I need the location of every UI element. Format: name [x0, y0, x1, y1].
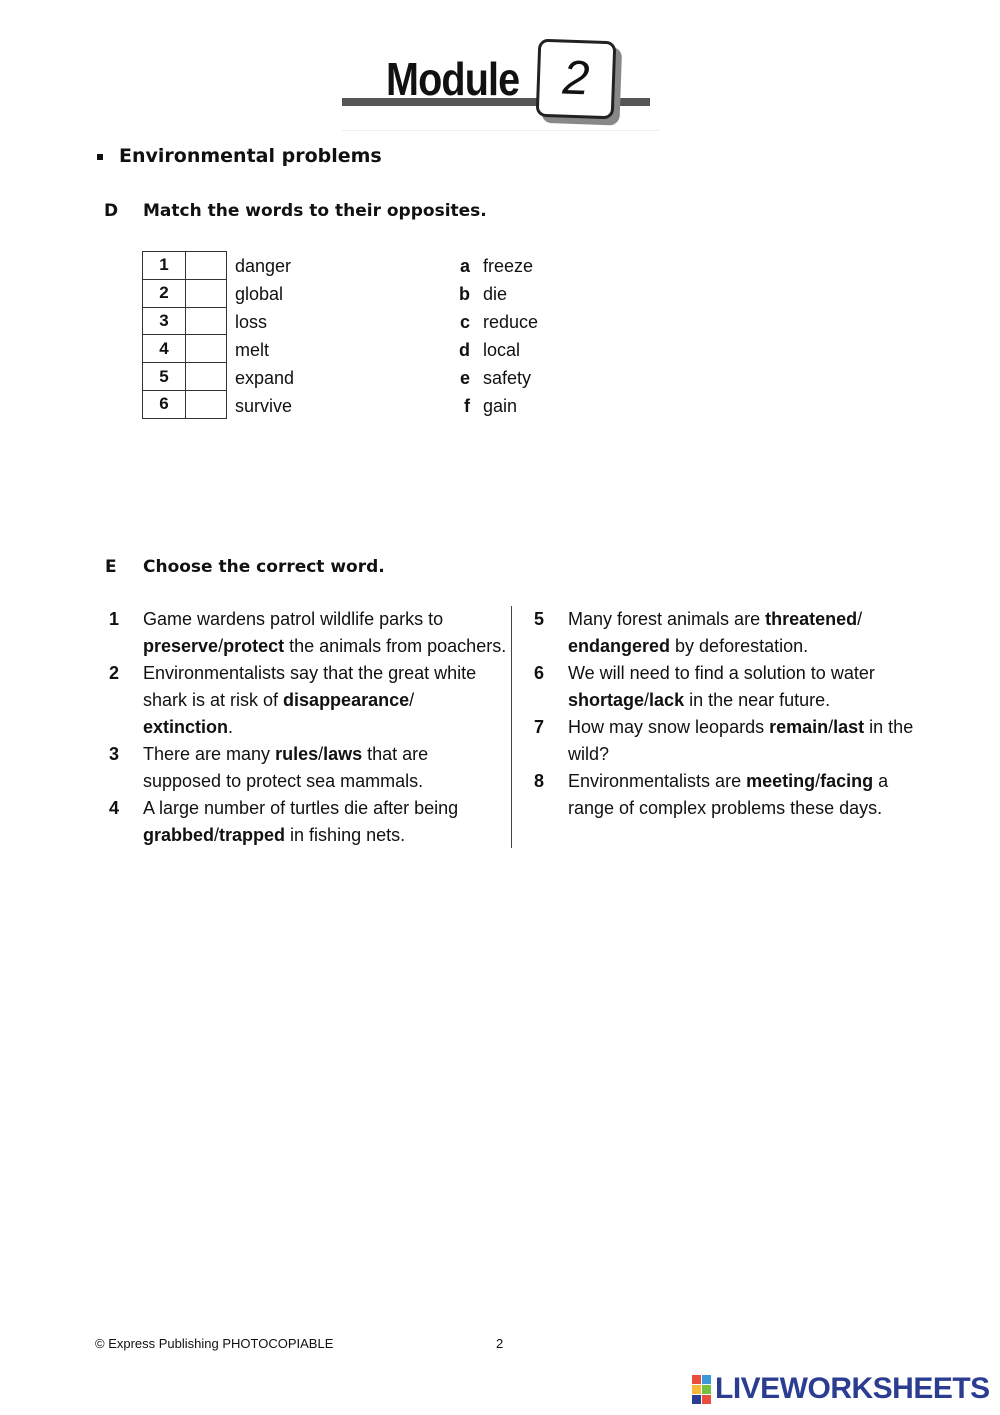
question-text: by deforestation.	[670, 636, 809, 656]
question-number: 6	[534, 663, 545, 683]
answer-box[interactable]	[186, 363, 227, 391]
opposite-item: gain	[483, 396, 518, 416]
opposite-item: freeze	[483, 256, 534, 276]
question-number: 8	[534, 771, 545, 791]
opposite-item: local	[483, 340, 521, 360]
question-number: 2	[109, 663, 120, 683]
question-item	[534, 714, 914, 768]
match-table	[142, 251, 227, 419]
match-row	[143, 335, 227, 363]
opposite-letter: b	[459, 284, 470, 304]
section-title: Environmental problems	[119, 145, 382, 167]
match-number: 6	[143, 390, 186, 418]
option-separator: /	[644, 690, 650, 710]
logo-text: LIVEWORKSHEETS	[715, 1372, 990, 1405]
header-underline	[342, 130, 660, 131]
option-1[interactable]: shortage	[568, 690, 645, 710]
module-number-box	[536, 39, 617, 120]
question-text: A large number of turtles die after being	[143, 798, 459, 818]
question-item	[109, 741, 509, 795]
word-item: melt	[235, 340, 270, 360]
opposite-item: reduce	[483, 312, 539, 332]
option-2[interactable]: protect	[223, 636, 285, 656]
copyright-notice: © Express Publishing PHOTOCOPIABLE	[95, 1336, 334, 1351]
question-text: Environmentalists say that the great white shark is at risk of	[143, 663, 477, 710]
column-divider	[511, 606, 512, 848]
question-number: 4	[109, 798, 120, 818]
option-separator: /	[828, 717, 834, 737]
question-text: in the near future.	[684, 690, 831, 710]
option-1[interactable]: disappearance	[283, 690, 410, 710]
word-list	[235, 252, 294, 420]
opposite-letter: f	[464, 396, 470, 416]
option-1[interactable]: rules	[275, 744, 319, 764]
option-separator: /	[214, 825, 220, 845]
match-row	[143, 252, 227, 280]
exercise-d-instruction: Match the words to their opposites.	[143, 201, 487, 221]
word-item: survive	[235, 396, 293, 416]
word-item: loss	[235, 312, 268, 332]
exercise-d-letter: D	[104, 201, 119, 221]
opposite-letter: e	[459, 368, 470, 388]
question-text: that are supposed to protect sea mammals.	[143, 744, 429, 791]
question-text: in fishing nets.	[285, 825, 406, 845]
opposite-letter: d	[459, 340, 470, 360]
section-bullet	[97, 154, 103, 160]
exercise-e-instruction: Choose the correct word.	[143, 557, 385, 577]
exercise-e-letter: E	[105, 557, 117, 577]
match-number: 2	[143, 279, 186, 307]
answer-box[interactable]	[186, 307, 227, 335]
question-item	[109, 660, 509, 741]
question-number: 1	[109, 609, 120, 629]
option-separator: /	[815, 771, 821, 791]
question-item	[534, 606, 914, 660]
question-number: 3	[109, 744, 120, 764]
question-text: Environmentalists are	[568, 771, 747, 791]
answer-box[interactable]	[186, 335, 227, 363]
question-text: Many forest animals are	[568, 609, 766, 629]
option-1[interactable]: preserve	[143, 636, 219, 656]
option-2[interactable]: facing	[820, 771, 874, 791]
opposite-item: die	[483, 284, 508, 304]
option-separator: /	[409, 690, 415, 710]
option-separator: /	[218, 636, 224, 656]
question-text: There are many	[143, 744, 276, 764]
match-number: 1	[143, 252, 186, 280]
match-number: 4	[143, 335, 186, 363]
opposite-item: safety	[483, 368, 532, 388]
question-text: a range of complex problems these days.	[568, 771, 889, 818]
match-row	[143, 279, 227, 307]
exercise-e-left-column	[109, 606, 509, 849]
match-row	[143, 390, 227, 418]
question-item	[534, 660, 914, 714]
answer-box[interactable]	[186, 279, 227, 307]
question-text: in the wild?	[568, 717, 914, 764]
opposite-list	[483, 252, 538, 420]
question-text: .	[228, 717, 234, 737]
match-row	[143, 363, 227, 391]
module-label: Module	[386, 53, 520, 105]
answer-box[interactable]	[186, 390, 227, 418]
option-2[interactable]: endangered	[568, 636, 671, 656]
option-separator: /	[857, 609, 863, 629]
option-1[interactable]: remain	[769, 717, 829, 737]
question-text: Game wardens patrol wildlife parks to	[143, 609, 444, 629]
option-2[interactable]: lack	[649, 690, 685, 710]
question-text: How may snow leopards	[568, 717, 770, 737]
liveworksheets-grid-icon	[692, 1375, 711, 1404]
match-number: 5	[143, 363, 186, 391]
question-item	[534, 768, 914, 822]
option-2[interactable]: extinction	[143, 717, 229, 737]
option-1[interactable]: threatened	[765, 609, 858, 629]
option-1[interactable]: meeting	[746, 771, 816, 791]
match-number: 3	[143, 307, 186, 335]
option-2[interactable]: last	[833, 717, 865, 737]
question-text: We will need to find a solution to water	[568, 663, 875, 683]
liveworksheets-logo[interactable]	[692, 1372, 990, 1406]
word-item: global	[235, 284, 284, 304]
opposite-letter: a	[459, 256, 470, 276]
module-number: 2	[561, 51, 591, 106]
question-number: 7	[534, 717, 545, 737]
question-number: 5	[534, 609, 545, 629]
question-item	[109, 606, 509, 660]
opposite-letter: c	[459, 312, 470, 332]
question-item	[109, 795, 509, 849]
word-item: danger	[235, 256, 292, 276]
exercise-e-right-column	[534, 606, 914, 822]
option-2[interactable]: trapped	[219, 825, 286, 845]
option-2[interactable]: laws	[323, 744, 363, 764]
option-1[interactable]: grabbed	[143, 825, 215, 845]
answer-box[interactable]	[186, 252, 227, 280]
match-row	[143, 307, 227, 335]
page-number: 2	[496, 1336, 504, 1351]
option-separator: /	[318, 744, 324, 764]
opposite-letters	[450, 252, 470, 420]
word-item: expand	[235, 368, 295, 388]
question-text: the animals from poachers.	[284, 636, 507, 656]
